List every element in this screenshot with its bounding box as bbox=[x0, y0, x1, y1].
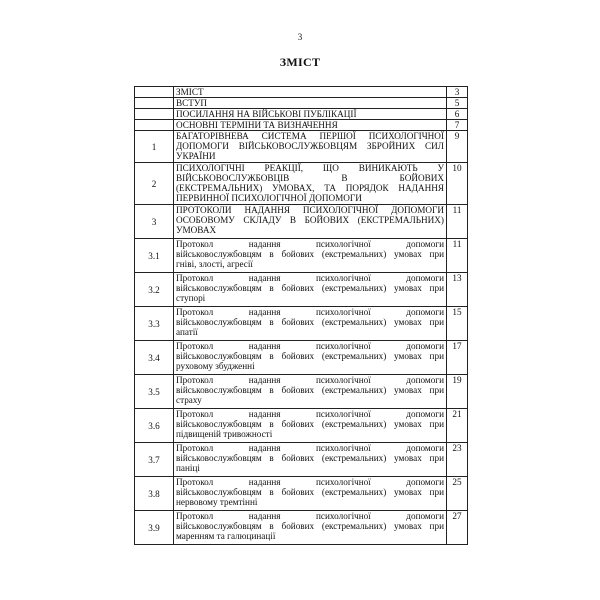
toc-row-page: 21 bbox=[447, 409, 468, 443]
toc-row-title-line: ВІЙСЬКОВОСЛУЖБОВЦІВ В БОЙОВИХ bbox=[176, 173, 444, 183]
toc-row-title bbox=[174, 375, 447, 409]
toc-row-title-line: ЗМІСТ bbox=[176, 87, 204, 97]
toc-row-number: 3.8 bbox=[135, 477, 174, 511]
toc-row-title bbox=[174, 443, 447, 477]
toc-row bbox=[135, 341, 468, 375]
toc-row-title bbox=[174, 87, 447, 98]
toc-row-title-line: військовослужбовцям в бойових (екстремальних) умовах при bbox=[176, 487, 444, 497]
toc-row-title bbox=[174, 239, 447, 273]
toc-row-title-line: Протокол надання психологічної допомоги bbox=[176, 341, 444, 351]
toc-row-title-line: БАГАТОРІВНЕВА СИСТЕМА ПЕРШОЇ ПСИХОЛОГІЧНОЇ bbox=[176, 131, 444, 141]
page-number: 3 bbox=[297, 32, 303, 42]
toc-row-page: 5 bbox=[447, 98, 468, 109]
toc-row-title bbox=[174, 205, 447, 239]
toc-row-title-line: Протокол надання психологічної допомоги bbox=[176, 239, 444, 249]
toc-row-title-line: військовослужбовцям в бойових (екстремальних) умовах при bbox=[176, 249, 444, 259]
toc-row-title-line: ОСОБОВОМУ СКЛАДУ В БОЙОВИХ (ЕКСТРЕМАЛЬНИХ) bbox=[176, 215, 444, 225]
toc-row-title-line: ПЕРВИННОЇ ПСИХОЛОГІЧНОЇ ДОПОМОГИ bbox=[176, 193, 362, 203]
toc-row bbox=[135, 511, 468, 545]
toc-row-number: 3.6 bbox=[135, 409, 174, 443]
toc-row-title-line: Протокол надання психологічної допомоги bbox=[176, 409, 444, 419]
toc-row-title bbox=[174, 307, 447, 341]
toc-row-title bbox=[174, 109, 447, 120]
toc-row-page: 10 bbox=[447, 163, 468, 205]
toc-row-number: 3.4 bbox=[135, 341, 174, 375]
toc-row-page: 9 bbox=[447, 131, 468, 163]
toc-row-title-line: ОСНОВНІ ТЕРМІНИ ТА ВИЗНАЧЕННЯ bbox=[176, 120, 338, 130]
toc-row-page: 3 bbox=[447, 87, 468, 98]
toc-row-title bbox=[174, 409, 447, 443]
toc-row-title-line: ДОПОМОГИ ВІЙСЬКОВОСЛУЖБОВЦЯМ ЗБРОЙНИХ СИЛ bbox=[176, 141, 444, 151]
toc-row bbox=[135, 109, 468, 120]
toc-row-title-line: Протокол надання психологічної допомоги bbox=[176, 375, 444, 385]
toc-row-title bbox=[174, 511, 447, 545]
toc-row-title-line: ПСИХОЛОГІЧНІ РЕАКЦІЇ, ЩО ВИНИКАЮТЬ У bbox=[176, 163, 444, 173]
toc-row-number: 3.1 bbox=[135, 239, 174, 273]
toc-row-title-line: апатії bbox=[176, 327, 198, 337]
toc-body bbox=[135, 87, 468, 545]
toc-row-number: 3.9 bbox=[135, 511, 174, 545]
toc-row-title-line: Протокол надання психологічної допомоги bbox=[176, 477, 444, 487]
toc-row-title bbox=[174, 273, 447, 307]
toc-row-page: 19 bbox=[447, 375, 468, 409]
toc-row-title bbox=[174, 98, 447, 109]
toc-row-title-line: військовослужбовцям в бойових (екстремальних) умовах при bbox=[176, 351, 444, 361]
toc-row-title-line: Протокол надання психологічної допомоги bbox=[176, 307, 444, 317]
toc-row-number: 3 bbox=[135, 205, 174, 239]
toc-row-number bbox=[135, 109, 174, 120]
toc-row-title bbox=[174, 477, 447, 511]
toc-row-number: 3.5 bbox=[135, 375, 174, 409]
toc-row-page: 25 bbox=[447, 477, 468, 511]
toc-heading: ЗМІСТ bbox=[279, 55, 321, 69]
toc-row bbox=[135, 205, 468, 239]
toc-row-title bbox=[174, 163, 447, 205]
toc-row-title-line: підвищеній тривожності bbox=[176, 429, 273, 439]
toc-row-number bbox=[135, 120, 174, 131]
toc-row-number: 3.3 bbox=[135, 307, 174, 341]
toc-row bbox=[135, 409, 468, 443]
toc-row bbox=[135, 87, 468, 98]
toc-row-page: 23 bbox=[447, 443, 468, 477]
toc-row-number: 3.7 bbox=[135, 443, 174, 477]
toc-row bbox=[135, 98, 468, 109]
toc-row-page: 11 bbox=[447, 239, 468, 273]
toc-row bbox=[135, 375, 468, 409]
toc-row bbox=[135, 131, 468, 163]
toc-row-title-line: ПРОТОКОЛИ НАДАННЯ ПСИХОЛОГІЧНОЇ ДОПОМОГИ bbox=[176, 205, 444, 215]
toc-row-title-line: нервовому тремтінні bbox=[176, 497, 258, 507]
toc-row-title bbox=[174, 341, 447, 375]
toc-row-title-line: руховому збудженні bbox=[176, 361, 255, 371]
toc-row-title-line: військовослужбовцям в бойових (екстремальних) умовах при bbox=[176, 453, 444, 463]
toc-row-title-line: військовослужбовцям в бойових (екстремальних) умовах при bbox=[176, 317, 444, 327]
toc-row-title-line: страху bbox=[176, 395, 202, 405]
toc-row-title-line: військовослужбовцям в бойових (екстремальних) умовах при bbox=[176, 419, 444, 429]
toc-row-title-line: УКРАЇНИ bbox=[176, 151, 216, 161]
toc-row-title-line: ступорі bbox=[176, 293, 206, 303]
toc-row-page: 13 bbox=[447, 273, 468, 307]
toc-row bbox=[135, 163, 468, 205]
toc-row bbox=[135, 120, 468, 131]
toc-row-page: 15 bbox=[447, 307, 468, 341]
toc-row-title-line: паніці bbox=[176, 463, 200, 473]
toc-row bbox=[135, 443, 468, 477]
toc-row-title-line: Протокол надання психологічної допомоги bbox=[176, 273, 444, 283]
toc-row-title bbox=[174, 120, 447, 131]
toc-row-page: 11 bbox=[447, 205, 468, 239]
toc-row bbox=[135, 307, 468, 341]
toc-row-title-line: військовослужбовцям в бойових (екстремальних) умовах при bbox=[176, 521, 444, 531]
toc-row-title-line: ВСТУП bbox=[176, 98, 208, 108]
toc-row bbox=[135, 477, 468, 511]
toc-row-number: 3.2 bbox=[135, 273, 174, 307]
toc-row-number: 2 bbox=[135, 163, 174, 205]
toc-row-title-line: гніві, злості, агресії bbox=[176, 259, 253, 269]
toc-row-title-line: військовослужбовцям в бойових (екстремальних) умовах при bbox=[176, 283, 444, 293]
toc-row bbox=[135, 239, 468, 273]
toc-row-number bbox=[135, 98, 174, 109]
toc-row-page: 27 bbox=[447, 511, 468, 545]
toc-row-number: 1 bbox=[135, 131, 174, 163]
toc-row bbox=[135, 273, 468, 307]
toc-row-page: 7 bbox=[447, 120, 468, 131]
toc-row-title-line: маренням та галюцинації bbox=[176, 531, 276, 541]
toc-row-title bbox=[174, 131, 447, 163]
toc-row-title-line: Протокол надання психологічної допомоги bbox=[176, 511, 444, 521]
toc-row-title-line: УМОВАХ bbox=[176, 225, 217, 235]
toc-table bbox=[134, 86, 468, 545]
toc-row-page: 6 bbox=[447, 109, 468, 120]
toc-row-number bbox=[135, 87, 174, 98]
toc-row-page: 17 bbox=[447, 341, 468, 375]
toc-row-title-line: військовослужбовцям в бойових (екстремальних) умовах при bbox=[176, 385, 444, 395]
toc-row-title-line: ПОСИЛАННЯ НА ВІЙСЬКОВІ ПУБЛІКАЦІЇ bbox=[176, 109, 357, 119]
toc-row-title-line: Протокол надання психологічної допомоги bbox=[176, 443, 444, 453]
toc-row-title-line: (ЕКСТРЕМАЛЬНИХ) УМОВАХ, ТА ПОРЯДОК НАДАННЯ bbox=[176, 183, 444, 193]
